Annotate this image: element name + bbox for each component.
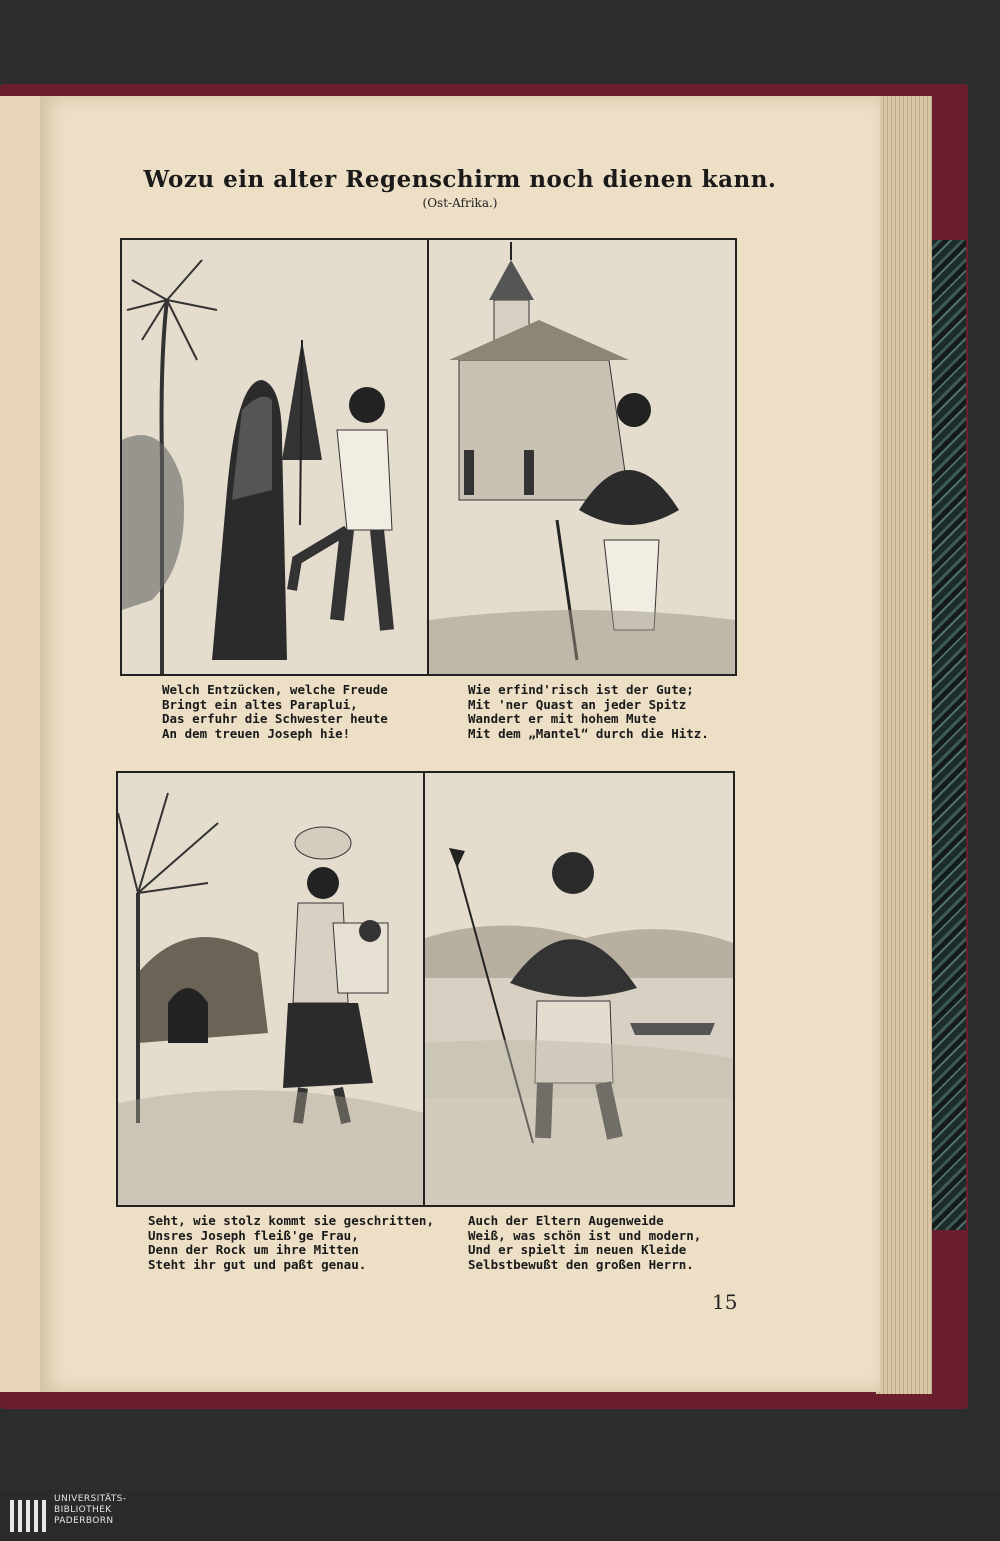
caption-panel-3 bbox=[148, 1214, 434, 1272]
marbled-cover-edge bbox=[930, 240, 966, 1230]
library-name bbox=[54, 1494, 126, 1527]
facing-page bbox=[0, 96, 42, 1392]
page-title: Wozu ein alter Regenschirm noch dienen kann. bbox=[143, 166, 777, 193]
caption-line: Mit 'ner Quast an jeder Spitz bbox=[468, 696, 687, 712]
library-name-line: UNIVERSITÄTS- bbox=[54, 1494, 127, 1504]
page-edges bbox=[876, 96, 932, 1394]
page-number: 15 bbox=[712, 1290, 738, 1314]
caption-line: Mit dem „Mantel“ durch die Hitz. bbox=[468, 725, 709, 741]
caption-line: Steht ihr gut und paßt genau. bbox=[148, 1256, 367, 1272]
library-footer bbox=[0, 1490, 1000, 1541]
caption-line: Denn der Rock um ihre Mitten bbox=[148, 1242, 359, 1257]
illustration-joseph-with-cape bbox=[429, 240, 735, 674]
illustration-wife-with-child bbox=[118, 773, 424, 1205]
caption-line: Auch der Eltern Augenweide bbox=[468, 1213, 664, 1228]
library-logo-icon bbox=[8, 1496, 48, 1536]
caption-line: An dem treuen Joseph hie! bbox=[162, 725, 351, 741]
caption-line: Bringt ein altes Paraplui, bbox=[162, 696, 358, 712]
book-page bbox=[40, 96, 880, 1392]
caption-line: Selbstbewußt den großen Herrn. bbox=[468, 1256, 694, 1272]
caption-panel-1 bbox=[162, 683, 388, 741]
illustration-boy-with-spear bbox=[425, 773, 733, 1205]
library-name-line: PADERBORN bbox=[54, 1516, 114, 1526]
library-name-line: BIBLIOTHEK bbox=[54, 1505, 112, 1515]
caption-line: Seht, wie stolz kommt sie geschritten, bbox=[148, 1213, 434, 1228]
caption-line: Und er spielt im neuen Kleide bbox=[468, 1242, 687, 1257]
caption-line: Wandert er mit hohem Mute bbox=[468, 711, 657, 726]
illustration-panel-1 bbox=[120, 238, 430, 676]
illustration-panel-2 bbox=[427, 238, 737, 676]
caption-panel-2 bbox=[468, 683, 709, 741]
caption-line: Unsres Joseph fleiß'ge Frau, bbox=[148, 1227, 359, 1243]
illustration-sister-and-umbrella bbox=[122, 240, 428, 674]
caption-line: Welch Entzücken, welche Freude bbox=[162, 682, 388, 697]
illustration-panel-3 bbox=[116, 771, 426, 1207]
caption-line: Weiß, was schön ist und modern, bbox=[468, 1227, 702, 1243]
caption-line: Das erfuhr die Schwester heute bbox=[162, 711, 388, 726]
page-subtitle: (Ost-Afrika.) bbox=[422, 196, 498, 210]
illustration-panel-4 bbox=[423, 771, 735, 1207]
caption-line: Wie erfind'risch ist der Gute; bbox=[468, 682, 694, 697]
caption-panel-4 bbox=[468, 1214, 701, 1272]
